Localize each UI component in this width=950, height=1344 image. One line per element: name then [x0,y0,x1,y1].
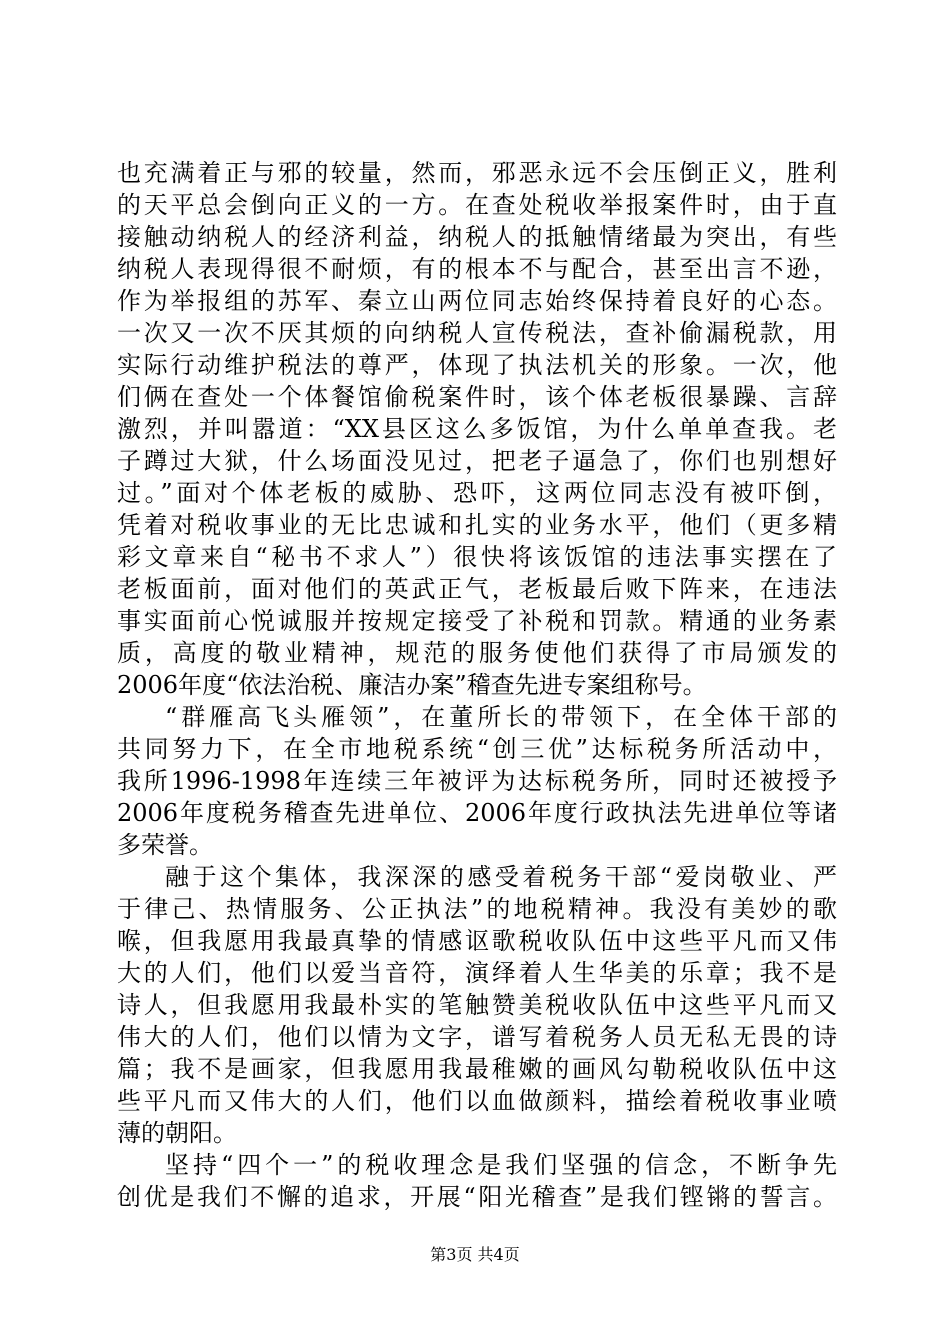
text-line: 2006年度税务稽查先进单位、2006年度行政执法先进单位等诸 [117,799,837,827]
text-line: 我所1996-1998年连续三年被评为达标税务所，同时还被授予 [117,767,837,795]
text-line: 子蹲过大狱，什么场面没见过，把老子逼急了，你们也别想好 [117,447,837,475]
text-line: 篇；我不是画家，但我愿用我最稚嫩的画风勾勒税收队伍中这 [117,1055,837,1083]
text-line: 薄的朝阳。 [117,1119,237,1147]
text-line: “群雁高飞头雁领”，在董所长的带领下，在全体干部的 [165,703,837,731]
text-line: 喉，但我愿用我最真挚的情感讴歌税收队伍中这些平凡而又伟 [117,927,837,955]
text-line: 多荣誉。 [117,831,213,859]
paragraph-1 [117,157,837,701]
text-line: 坚持“四个一”的税收理念是我们坚强的信念，不断争先 [165,1151,837,1179]
paragraph-2 [117,701,837,861]
text-line: 质，高度的敬业精神，规范的服务使他们获得了市局颁发的 [117,639,837,667]
text-line: 作为举报组的苏军、秦立山两位同志始终保持着良好的心态。 [117,287,837,315]
text-line: 们俩在查处一个体餐馆偷税案件时，该个体老板很暴躁、言辞 [117,383,837,411]
text-line: 也充满着正与邪的较量，然而，邪恶永远不会压倒正义，胜利 [117,159,837,187]
document-body [117,157,837,1213]
text-line: 2006年度“依法治税、廉洁办案”稽查先进专案组称号。 [117,671,707,699]
text-line: 彩文章来自“秘书不求人”）很快将该饭馆的违法事实摆在了 [117,543,837,571]
page-footer [0,1244,950,1266]
text-line: 创优是我们不懈的追求，开展“阳光稽查”是我们铿锵的誓言。 [117,1183,837,1211]
page-indicator: 第3页 共4页 [430,1245,520,1264]
paragraph-3 [117,861,837,1149]
paragraph-4 [117,1149,837,1213]
text-line: 些平凡而又伟大的人们，他们以血做颜料，描绘着税收事业喷 [117,1087,837,1115]
text-line: 纳税人表现得很不耐烦，有的根本不与配合，甚至出言不逊， [117,255,837,283]
text-line: 共同努力下，在全市地税系统“创三优”达标税务所活动中， [117,735,837,763]
text-line: 凭着对税收事业的无比忠诚和扎实的业务水平，他们（更多精 [117,511,837,539]
text-line: 于律己、热情服务、公正执法”的地税精神。我没有美妙的歌 [117,895,837,923]
text-line: 的天平总会倒向正义的一方。在查处税收举报案件时，由于直 [117,191,837,219]
text-line: 实际行动维护税法的尊严，体现了执法机关的形象。一次，他 [117,351,837,379]
text-line: 融于这个集体，我深深的感受着税务干部“爱岗敬业、严 [165,863,837,891]
text-line: 接触动纳税人的经济利益，纳税人的抵触情绪最为突出，有些 [117,223,837,251]
text-line: 大的人们，他们以爱当音符，演绎着人生华美的乐章；我不是 [117,959,837,987]
text-line: 激烈，并叫嚣道：“XX县区这么多饭馆，为什么单单查我。老 [117,415,837,443]
text-line: 伟大的人们，他们以情为文字，谱写着税务人员无私无畏的诗 [117,1023,837,1051]
text-line: 事实面前心悦诚服并按规定接受了补税和罚款。精通的业务素 [117,607,837,635]
text-line: 一次又一次不厌其烦的向纳税人宣传税法，查补偷漏税款，用 [117,319,837,347]
text-line: 诗人，但我愿用我最朴实的笔触赞美税收队伍中这些平凡而又 [117,991,837,1019]
text-line: 过。”面对个体老板的威胁、恐吓，这两位同志没有被吓倒， [117,479,837,507]
text-line: 老板面前，面对他们的英武正气，老板最后败下阵来，在违法 [117,575,837,603]
